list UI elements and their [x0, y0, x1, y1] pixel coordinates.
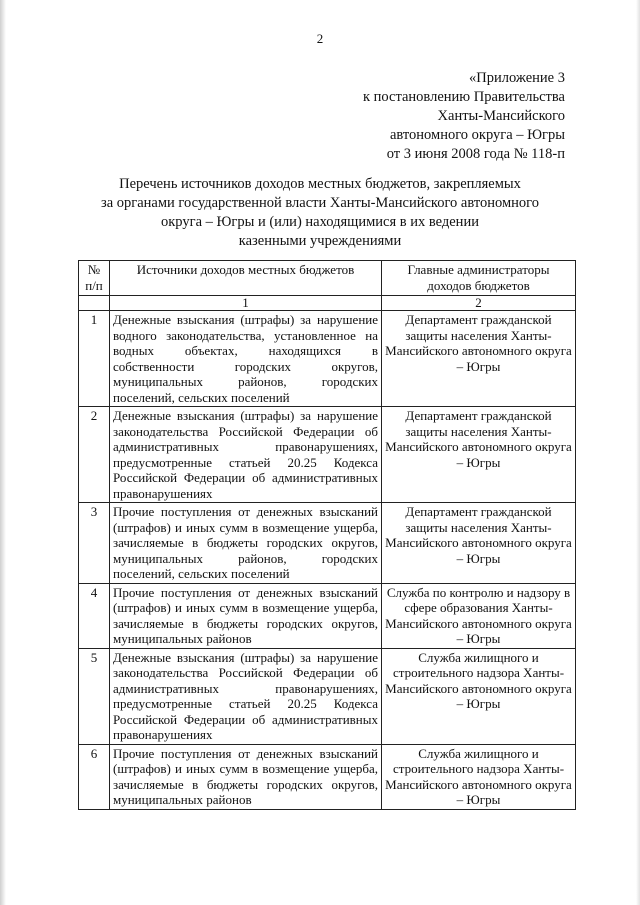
- row-admin: Служба жилищного и строительного надзора Ханты-Мансийского автономного округа – Югры: [382, 744, 576, 809]
- column-number-cell: [79, 296, 110, 311]
- row-num: 4: [79, 583, 110, 648]
- appendix-line: от 3 июня 2008 года № 118-п: [386, 146, 565, 162]
- row-source: Денежные взыскания (штрафы) за нарушение законодательства Российской Федерации об административных правонарушениях, предусмотренные статьей 20.25 Кодекса Российской Федерации об административных правонарушениях: [110, 407, 382, 503]
- table-row: [79, 583, 576, 648]
- appendix-line: к постановлению Правительства: [363, 89, 565, 105]
- column-number-cell: 2: [382, 296, 576, 311]
- row-num: 5: [79, 648, 110, 744]
- appendix-line: Ханты-Мансийского: [437, 108, 565, 124]
- row-source: Прочие поступления от денежных взысканий (штрафов) и иных сумм в возмещение ущерба, зачисляемые в бюджеты городских округов, муниципальных районов: [110, 744, 382, 809]
- appendix-block: [363, 69, 565, 164]
- row-source: Денежные взыскания (штрафы) за нарушение законодательства Российской Федерации об административных правонарушениях, предусмотренные статьей 20.25 Кодекса Российской Федерации об административных правонарушениях: [110, 648, 382, 744]
- table-header-row: [79, 261, 576, 296]
- row-num: 6: [79, 744, 110, 809]
- column-number-cell: 1: [110, 296, 382, 311]
- row-num: 1: [79, 311, 110, 407]
- row-source: Денежные взыскания (штрафы) за нарушение водного законодательства, установленное на водных объектах, находящихся в собственности городских округов, муниципальных районов, городских поселений, сельских поселений: [110, 311, 382, 407]
- table-row: [79, 311, 576, 407]
- table-row: [79, 407, 576, 503]
- row-source: Прочие поступления от денежных взысканий (штрафов) и иных сумм в возмещение ущерба, зачисляемые в бюджеты городских округов, муниципальных районов: [110, 583, 382, 648]
- page-number: 2: [316, 31, 324, 46]
- row-admin: Департамент гражданской защиты населения Ханты-Мансийского автономного округа – Югры: [382, 407, 576, 503]
- table-row: [79, 503, 576, 584]
- column-number-row: [79, 296, 576, 311]
- document-title: [60, 175, 580, 251]
- row-admin: Служба по контролю и надзору в сфере образования Ханты-Мансийского автономного округа – Югры: [382, 583, 576, 648]
- title-line: Перечень источников доходов местных бюджетов, закрепляемых: [119, 176, 521, 192]
- scan-right-edge: [636, 0, 640, 905]
- table-row: [79, 648, 576, 744]
- scan-left-edge: [0, 0, 6, 905]
- appendix-line: автономного округа – Югры: [389, 127, 565, 143]
- title-line: казенными учреждениями: [238, 233, 402, 249]
- header-num: № п/п: [79, 261, 110, 296]
- row-admin: Департамент гражданской защиты населения Ханты-Мансийского автономного округа – Югры: [382, 503, 576, 584]
- revenue-sources-table: [78, 260, 576, 810]
- header-source: Источники доходов местных бюджетов: [110, 261, 382, 296]
- row-num: 3: [79, 503, 110, 584]
- header-admin: Главные администраторы доходов бюджетов: [382, 261, 576, 296]
- appendix-line: «Приложение 3: [469, 70, 565, 86]
- row-admin: Департамент гражданской защиты населения Ханты-Мансийского автономного округа – Югры: [382, 311, 576, 407]
- row-num: 2: [79, 407, 110, 503]
- row-admin: Служба жилищного и строительного надзора Ханты-Мансийского автономного округа – Югры: [382, 648, 576, 744]
- title-line: за органами государственной власти Ханты-Мансийского автономного: [100, 195, 540, 211]
- title-line: округа – Югры и (или) находящимися в их ведении: [161, 214, 479, 230]
- row-source: Прочие поступления от денежных взысканий (штрафов) и иных сумм в возмещение ущерба, зачисляемые в бюджеты городских округов, муниципальных районов, городских поселений, сельских поселений: [110, 503, 382, 584]
- table-row: [79, 744, 576, 809]
